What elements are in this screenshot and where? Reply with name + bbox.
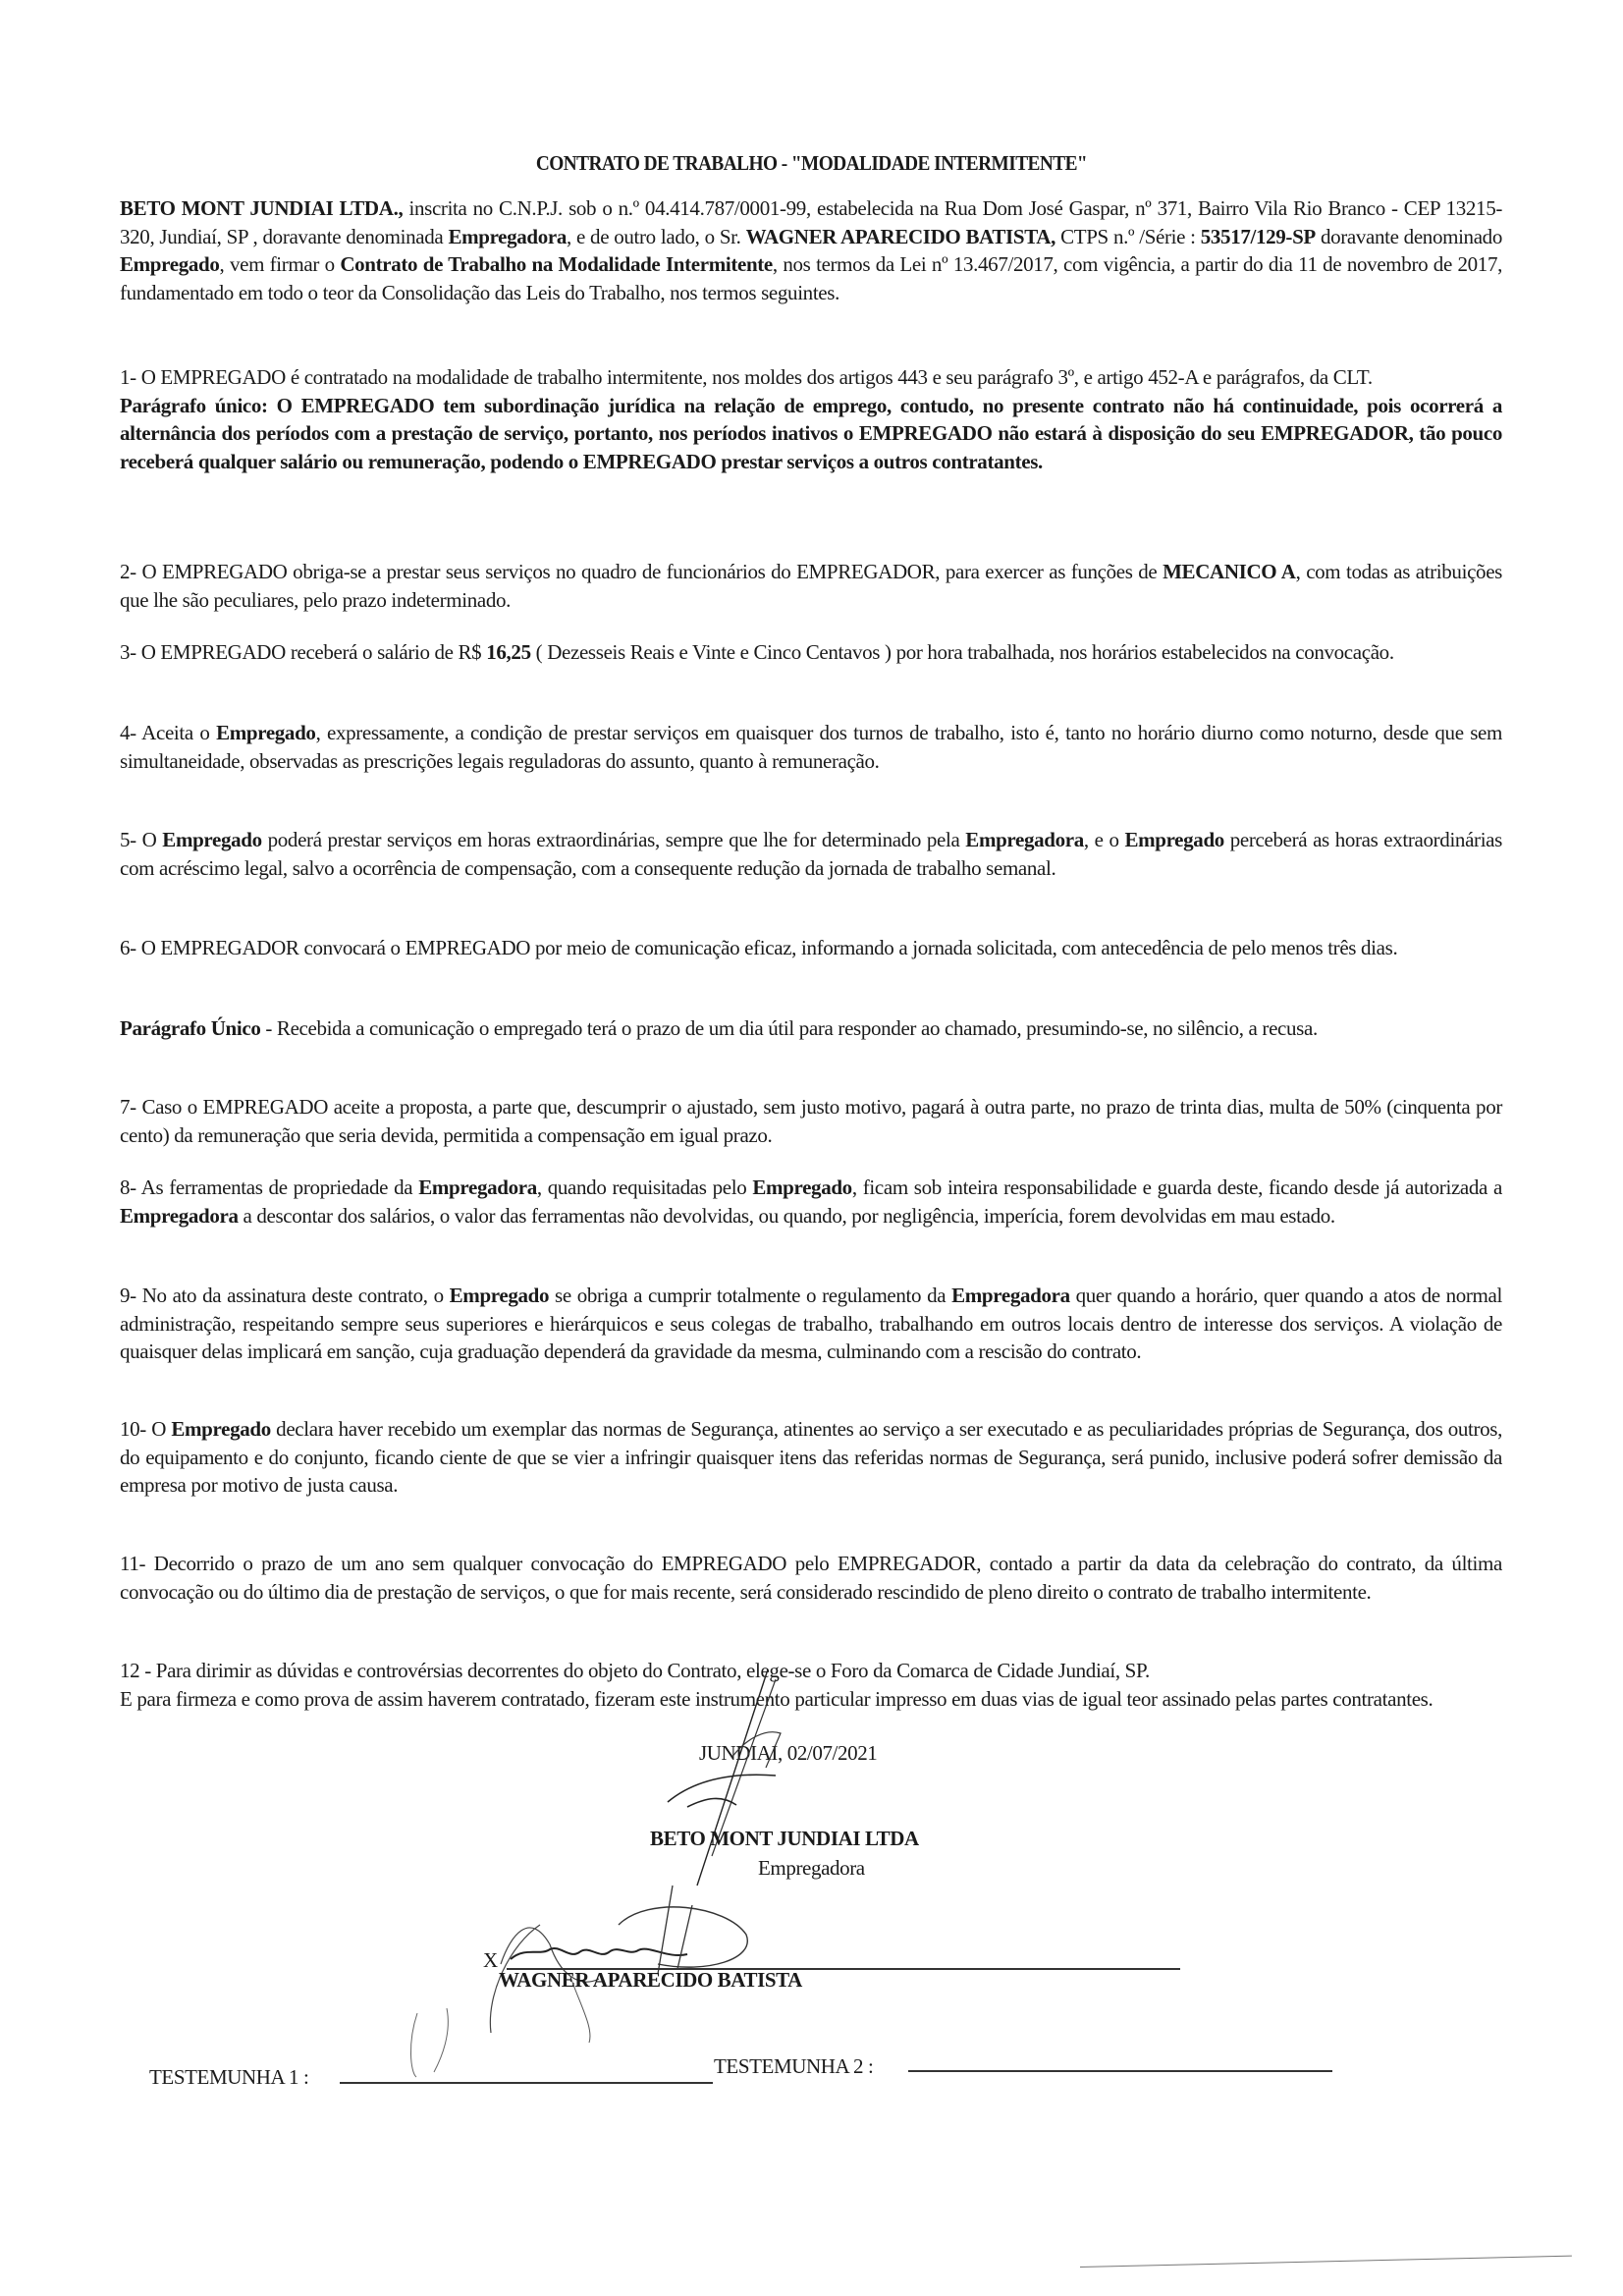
job-role: MECANICO A [1163,560,1296,583]
clause-text: 3- O EMPREGADO receberá o salário de R$ [120,640,487,664]
clause-text: a descontar dos salários, o valor das ferramentas não devolvidas, ou quando, por negligência, imperícia, forem devolvidas em mau estado. [238,1203,1335,1228]
clause-text: 1- O EMPREGADO é contratado na modalidade de trabalho intermitente, nos moldes dos artigos 443 e seu parágrafo 3º, e artigo 452-A e parágrafos, da CLT. [120,365,1373,389]
clause-text: 7- Caso o EMPREGADO aceite a proposta, a parte que, descumprir o ajustado, sem justo motivo, pagará à outra parte, no prazo de trinta dias, multa de 50% (cinquenta por cento) da remuneração que seria devida, permitida a compensação em igual prazo. [120,1095,1502,1147]
employer-label: Empregadora [965,828,1084,851]
place-and-date: JUNDIAI, 02/07/2021 [699,1741,878,1765]
witness-1-signature-line[interactable] [340,2082,713,2084]
clause-text: 5- O [120,828,163,851]
intro-text: , nos termos da Lei nº 13.467/2017, com vigência, a partir do dia 11 de novembro de 2017, fundamentado em todo o teor da Consolidação das Leis do Trabalho, nos termos seguintes. [120,252,1503,304]
clause-text: se obriga a cumprir totalmente o regulamento da [549,1284,952,1307]
clause-10 [120,1415,1502,1500]
employer-label: Empregadora [418,1175,537,1199]
clause-3 [120,638,1502,667]
intro-text: doravante denominado [1315,224,1502,248]
employee-label: Empregado [752,1175,852,1199]
clause-text: , e o [1083,828,1125,851]
intro-text: , e de outro lado, o Sr. [567,224,746,248]
clause-12 [120,1657,1502,1713]
employee-label: Empregado [1124,828,1224,851]
clause-text: ( Dezesseis Reais e Vinte e Cinco Centavos ) por hora trabalhada, nos horários estabelecidos na convocação. [530,640,1394,664]
hourly-wage: 16,25 [486,640,531,664]
employee-name: WAGNER APARECIDO BATISTA, [745,224,1056,248]
employee-label: Empregado [449,1284,550,1307]
employee-label: Empregado [120,252,220,276]
clause-text: , quando requisitadas pelo [536,1175,753,1199]
signature-x-mark: X [483,1948,498,1972]
clause-text: 2- O EMPREGADO obriga-se a prestar seus serviços no quadro de funcionários do EMPREGADOR, para exercer as funções de [120,560,1163,583]
witness-2-label: TESTEMUNHA 2 : [714,2054,874,2078]
clause-text: - Recebida a comunicação o empregado terá o prazo de um dia útil para responder ao chamado, presumindo-se, no silêncio, a recusa. [260,1016,1318,1040]
clause-text: , expressamente, a condição de prestar serviços em quaisquer dos turnos de trabalho, isto é, tanto no horário diurno como noturno, desde que sem simultaneidade, observadas as prescrições legais reguladoras do assunto, quanto à remuneração. [120,721,1502,773]
intro-paragraph [120,194,1502,306]
sole-paragraph-label: Parágrafo Único [120,1016,261,1040]
clause-11 [120,1550,1502,1606]
document-title: CONTRATO DE TRABALHO - "MODALIDADE INTERMITENTE" [535,151,1088,175]
clause-sole-paragraph [120,392,1502,476]
clause-text: quer quando a horário, quer quando a atos de normal administração, respeitando sempre seus superiores e hierárquicos e seus colegas de trabalho, trabalhando em outros locais dentro de interesse dos serviços. A violação de quaisquer delas implicará em sanção, cuja graduação dependerá da gravidade da mesma, culminando com a rescisão do contrato. [120,1284,1502,1363]
scan-edge-line [1080,2256,1572,2268]
employee-label: Empregado [216,721,316,744]
clause-text: , ficam sob inteira responsabilidade e guarda deste, ficando desde já autorizada a [851,1175,1502,1199]
company-signatory-role: Empregadora [758,1856,865,1880]
clause-text: declara haver recebido um exemplar das normas de Segurança, atinentes ao serviço a ser executado e as peculiaridades próprias de Segurança, dos outros, do equipamento e do conjunto, ficando ciente de que se vier a infringir quaisquer itens das referidas normas de Segurança, será punido, inclusive poderá sofrer demissão da empresa por motivo de justa causa. [120,1417,1502,1497]
witness-1-label: TESTEMUNHA 1 : [149,2065,309,2089]
contract-type: Contrato de Trabalho na Modalidade Intermitente [340,252,773,276]
clause-7 [120,1093,1502,1149]
ctps-number: 53517/129-SP [1200,224,1316,248]
clause-5 [120,826,1502,882]
witness-2-signature-line[interactable] [908,2070,1332,2072]
clause-text: , com todas as atribuições que lhe são peculiares, pelo prazo indeterminado. [120,560,1502,612]
employer-label: Empregadora [951,1284,1070,1307]
clause-text: 10- O [120,1417,172,1441]
clause-text: 9- No ato da assinatura deste contrato, o [120,1284,450,1307]
clause-text: 12 - Para dirimir as dúvidas e controvérsias decorrentes do objeto do Contrato, elege-se o Foro da Comarca de Cidade Jundiaí, SP. [120,1659,1150,1682]
clause-text: 6- O EMPREGADOR convocará o EMPREGADO por meio de comunicação eficaz, informando a jornada solicitada, com antecedência de pelo menos três dias. [120,936,1398,959]
employee-label: Empregado [162,828,262,851]
intro-text: , vem firmar o [219,252,341,276]
clause-text: poderá prestar serviços em horas extraordinárias, sempre que lhe for determinado pela [261,828,966,851]
clause-text: 11- Decorrido o prazo de um ano sem qualquer convocação do EMPREGADO pelo EMPREGADOR, contado a partir da data da celebração do contrato, da última convocação ou do último dia de prestação de serviços, o que for mais recente, será considerado rescindido de pleno direito o contrato de trabalho intermitente. [120,1552,1502,1604]
employer-name: BETO MONT JUNDIAI LTDA., [120,196,404,220]
employer-label: Empregadora [448,224,568,248]
closing-text: E para firmeza e como prova de assim haverem contratado, fizeram este instrumento particular impresso em duas vias de igual teor assinado pelas partes contratantes. [120,1686,1434,1711]
pen-mark [403,2003,481,2082]
clause-text: 4- Aceita o [120,721,217,744]
clause-text: 8- As ferramentas de propriedade da [120,1175,419,1199]
clause-6-sole-paragraph [120,1014,1502,1043]
intro-text: CTPS n.º /Série : [1055,224,1201,248]
clause-8 [120,1174,1502,1230]
clause-2 [120,558,1502,614]
clause-6 [120,934,1502,962]
clause-1 [120,363,1502,475]
clause-9 [120,1282,1502,1366]
employer-label: Empregadora [120,1203,239,1228]
employee-label: Empregado [171,1417,271,1441]
clause-4 [120,719,1502,775]
company-signatory-name: BETO MONT JUNDIAI LTDA [650,1827,919,1850]
employee-signatory-name: WAGNER APARECIDO BATISTA [499,1968,802,1992]
sole-paragraph-text: Parágrafo único: O EMPREGADO tem subordinação jurídica na relação de emprego, contudo, no presente contrato não há continuidade, pois ocorrerá a alternância dos períodos com a prestação de serviço, portanto, nos períodos inativos o EMPREGADO não estará à disposição do seu EMPREGADOR, tão pouco receberá qualquer salário ou remuneração, podendo o EMPREGADO prestar serviços a outros contratantes. [120,393,1502,473]
clause-text: perceberá as horas extraordinárias com acréscimo legal, salvo a ocorrência de compensação, com a consequente redução da jornada de trabalho semanal. [120,828,1502,880]
intro-text: inscrita no C.N.P.J. sob o n.º 04.414.787/0001-99, estabelecida na Rua Dom José Gaspar, nº 371, Bairro Vila Rio Branco - CEP 13215-320, Jundiaí, SP , doravante denominada [120,196,1502,248]
